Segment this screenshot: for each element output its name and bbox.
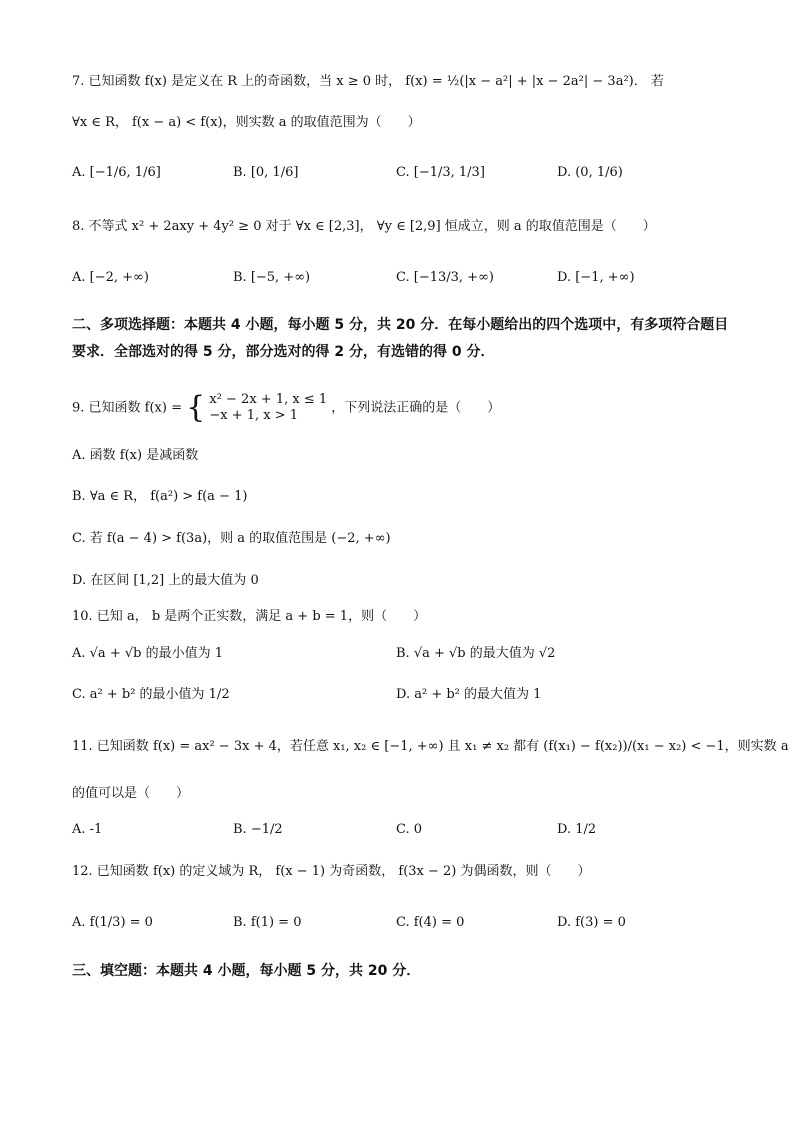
q7-option-c: C. [−1/3, 1/3] — [396, 165, 485, 180]
q7-line1: 7. 已知函数 f(x) 是定义在 R 上的奇函数，当 x ≥ 0 时， f(x) = ½(|x − a²| + |x − 2a²| − 3a²)． 若 — [72, 74, 664, 89]
q9-piece-2: −x + 1, x > 1 — [209, 408, 299, 423]
q11-option-a: A. -1 — [72, 822, 103, 837]
q7-option-d: D. (0, 1/6) — [557, 165, 623, 180]
q9-piece-1: x² − 2x + 1, x ≤ 1 — [209, 392, 328, 407]
q10-option-d: D. a² + b² 的最大值为 1 — [396, 687, 542, 702]
q8-option-c: C. [−13/3, +∞) — [396, 270, 494, 285]
q7-option-b: B. [0, 1/6] — [233, 165, 299, 180]
q9-option-d: D. 在区间 [1,2] 上的最大值为 0 — [72, 573, 259, 588]
q8-stem: 8. 不等式 x² + 2axy + 4y² ≥ 0 对于 ∀x ∈ [2,3]， ∀y ∈ [2,9] 恒成立，则 a 的取值范围是（ ） — [72, 219, 656, 234]
q12-option-a: A. f(1/3) = 0 — [72, 915, 153, 930]
section-fill-in-heading: 三、填空题：本题共 4 小题，每小题 5 分，共 20 分． — [72, 963, 421, 979]
q9-piecewise — [209, 392, 327, 424]
section-multiple-choice-heading: 二、多项选择题：本题共 4 小题，每小题 5 分，共 20 分．在每小题给出的四个选项中，有多项符合题目要求．全部选对的得 5 分，部分选对的得 2 分，有选错的得 0 分． — [72, 317, 729, 360]
q12-option-c: C. f(4) = 0 — [396, 915, 465, 930]
q10-option-c: C. a² + b² 的最小值为 1/2 — [72, 687, 230, 702]
q8-option-b: B. [−5, +∞) — [233, 270, 311, 285]
q10-option-a: A. √a + √b 的最小值为 1 — [72, 646, 223, 661]
q12-option-d: D. f(3) = 0 — [557, 915, 626, 930]
q11-line1: 11. 已知函数 f(x) = ax² − 3x + 4，若任意 x₁, x₂ ∈ [−1, +∞) 且 x₁ ≠ x₂ 都有 (f(x₁) − f(x₂))/(x₁ − x₂) < −1，则实数 a — [72, 739, 789, 754]
q12-stem: 12. 已知函数 f(x) 的定义域为 R， f(x − 1) 为奇函数， f(3x − 2) 为偶函数，则（ ） — [72, 864, 591, 879]
q9-brace: { — [186, 390, 206, 425]
q7-line2: ∀x ∈ R， f(x − a) < f(x)，则实数 a 的取值范围为（ ） — [72, 115, 421, 130]
q7-option-a: A. [−1/6, 1/6] — [72, 165, 161, 180]
q11-line2: 的值可以是（ ） — [72, 786, 190, 801]
q10-stem: 10. 已知 a， b 是两个正实数，满足 a + b = 1，则（ ） — [72, 609, 427, 624]
q9-stem — [72, 390, 500, 427]
q11-option-c: C. 0 — [396, 822, 423, 837]
q12-option-b: B. f(1) = 0 — [233, 915, 302, 930]
q8-option-d: D. [−1, +∞) — [557, 270, 635, 285]
q9-option-b: B. ∀a ∈ R， f(a²) > f(a − 1) — [72, 489, 248, 504]
q9-option-c: C. 若 f(a − 4) > f(3a)，则 a 的取值范围是 (−2, +∞) — [72, 531, 391, 546]
q11-option-d: D. 1/2 — [557, 822, 597, 837]
q9-option-a: A. 函数 f(x) 是减函数 — [72, 448, 199, 463]
q10-option-b: B. √a + √b 的最大值为 √2 — [396, 646, 556, 661]
q9-stem-suffix: ，下列说法正确的是（ ） — [331, 400, 501, 416]
q11-option-b: B. −1/2 — [233, 822, 283, 837]
q9-stem-prefix: 9. 已知函数 f(x) = — [72, 400, 182, 416]
q8-option-a: A. [−2, +∞) — [72, 270, 149, 285]
